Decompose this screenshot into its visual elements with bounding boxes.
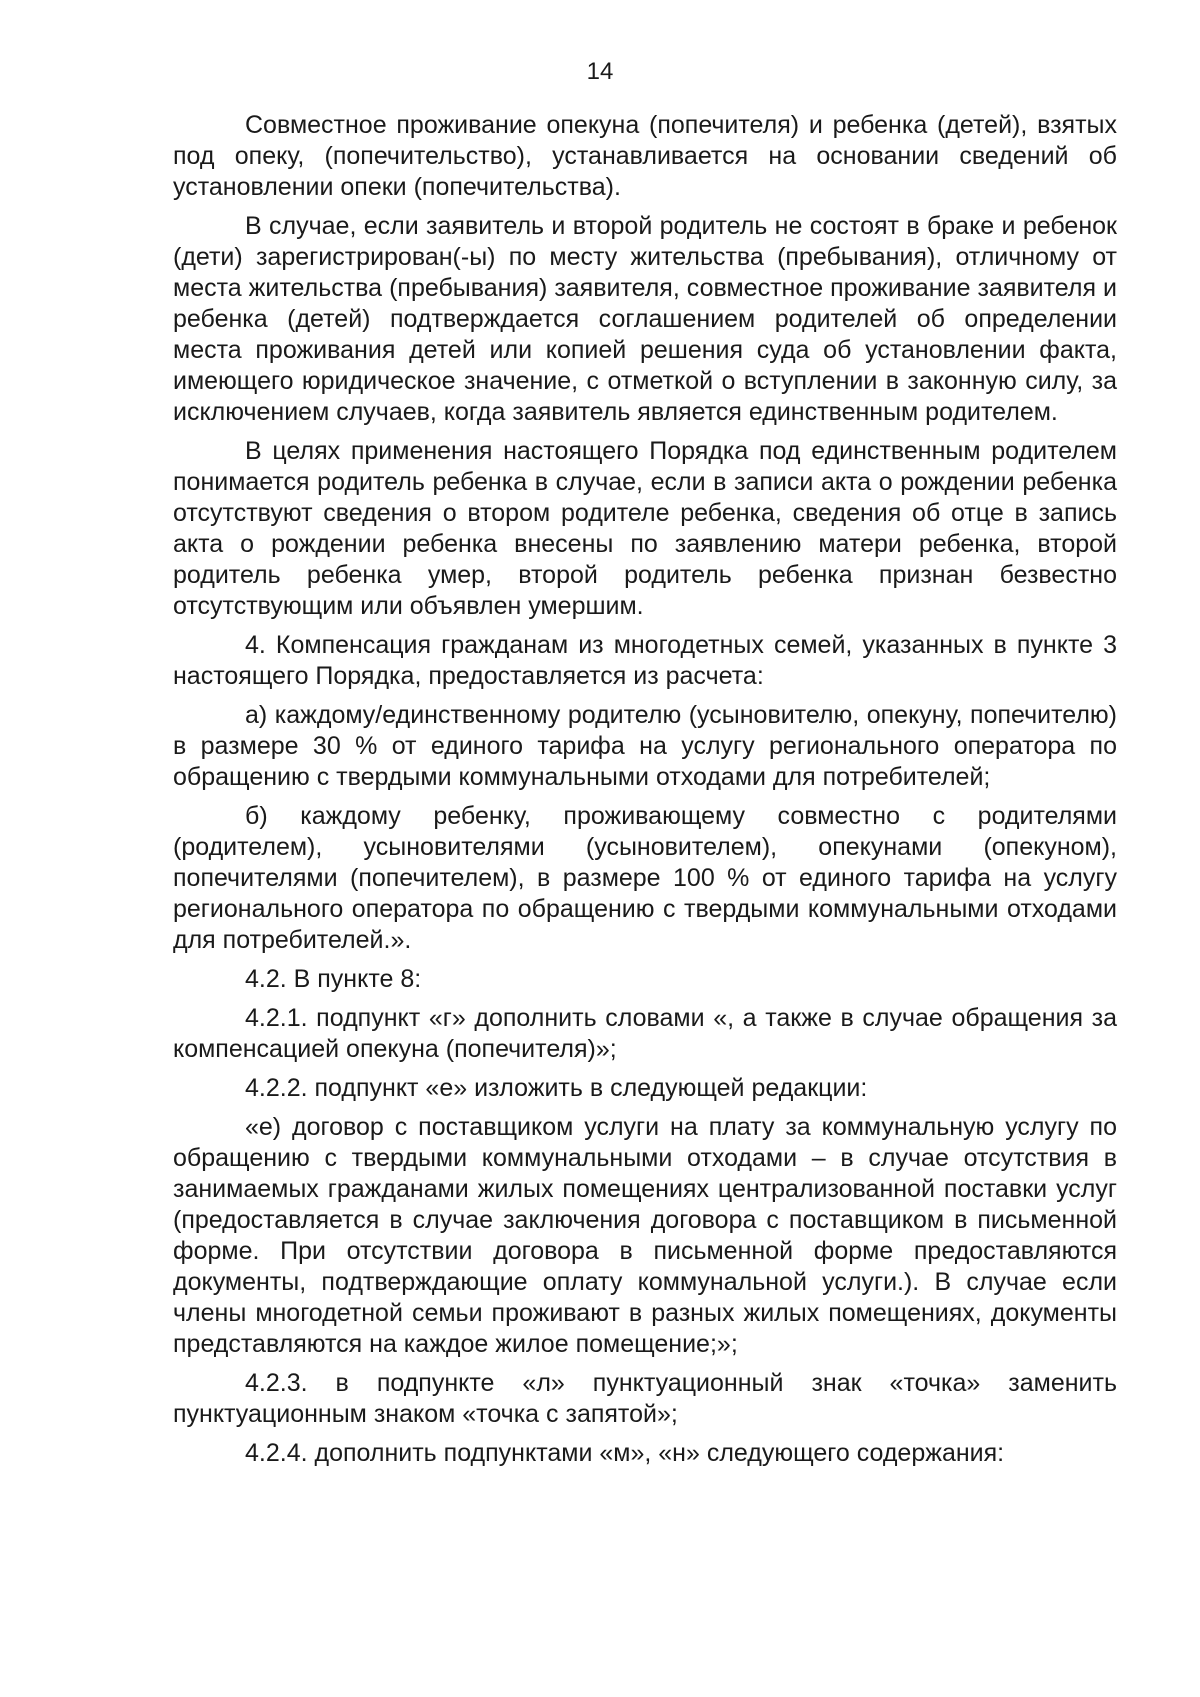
paragraph-item-4-2-4: 4.2.4. дополнить подпунктами «м», «н» следующего содержания: bbox=[245, 1439, 1005, 1467]
paragraph-item-4-2: 4.2. В пункте 8: bbox=[245, 965, 422, 993]
paragraph-item-4-2-3: 4.2.3. в подпункте «л» пунктуационный знак «точка» заменить пунктуационным знаком «точка с запятой»; bbox=[173, 1369, 1117, 1428]
paragraph-item-4-2-2: 4.2.2. подпункт «е» изложить в следующей редакции: bbox=[245, 1074, 868, 1102]
paragraph-guardian-cohabitation: Совместное проживание опекуна (попечителя) и ребенка (детей), взятых под опеку, (попечительство), устанавливается на основании сведений об установлении опеки (попечительства). bbox=[173, 111, 1117, 201]
paragraph-item-4a: а) каждому/единственному родителю (усыновителю, опекуну, попечителю) в размере 30 % от единого тарифа на услугу регионального оператора по обращению с твердыми коммунальными отходами для потребителей; bbox=[173, 701, 1117, 791]
paragraph-item-4: 4. Компенсация гражданам из многодетных семей, указанных в пункте 3 настоящего Порядка, предоставляется из расчета: bbox=[173, 631, 1117, 690]
paragraph-subitem-e: «е) договор с поставщиком услуги на плату за коммунальную услугу по обращению с твердыми коммунальными отходами – в случае отсутствия в занимаемых гражданами жилых помещениях централизованной поставки услуг (предоставляется в случае заключения договора с поставщиком в письменной форме. При отсутствии договора в письменной форме предоставляются документы, подтверждающие оплату коммунальной услуги.). В случае если члены многодетной семьи проживают в разных жилых помещениях, документы представляются на каждое жилое помещение;»; bbox=[173, 1113, 1117, 1358]
paragraph-single-parent-definition: В целях применения настоящего Порядка под единственным родителем понимается родитель ребенка в случае, если в записи акта о рождении ребенка отсутствуют сведения о втором родителе ребенка, сведения об отце в запись акта о рождении ребенка внесены по заявлению матери ребенка, второй родитель ребенка умер, второй родитель ребенка признан безвестно отсутствующим или объявлен умершим. bbox=[173, 437, 1117, 620]
paragraph-unmarried-parents: В случае, если заявитель и второй родитель не состоят в браке и ребенок (дети) зарегистрирован(-ы) по месту жительства (пребывания), отличному от места жительства (пребывания) заявителя, совместное проживание заявителя и ребенка (детей) подтверждается соглашением родителей об определении места проживания детей или копией решения суда об установлении факта, имеющего юридическое значение, с отметкой о вступлении в законную силу, за исключением случаев, когда заявитель является единственным родителем. bbox=[173, 212, 1117, 426]
paragraph-item-4b: б) каждому ребенку, проживающему совместно с родителями (родителем), усыновителями (усыновителем), опекунами (опекуном), попечителями (попечителем), в размере 100 % от единого тарифа на услугу регионального оператора по обращению с твердыми коммунальными отходами для потребителей.». bbox=[173, 802, 1117, 954]
page-number: 14 bbox=[586, 58, 614, 85]
document-body bbox=[173, 110, 1117, 1477]
paragraph-item-4-2-1: 4.2.1. подпункт «г» дополнить словами «, а также в случае обращения за компенсацией опекуна (попечителя)»; bbox=[173, 1004, 1117, 1063]
